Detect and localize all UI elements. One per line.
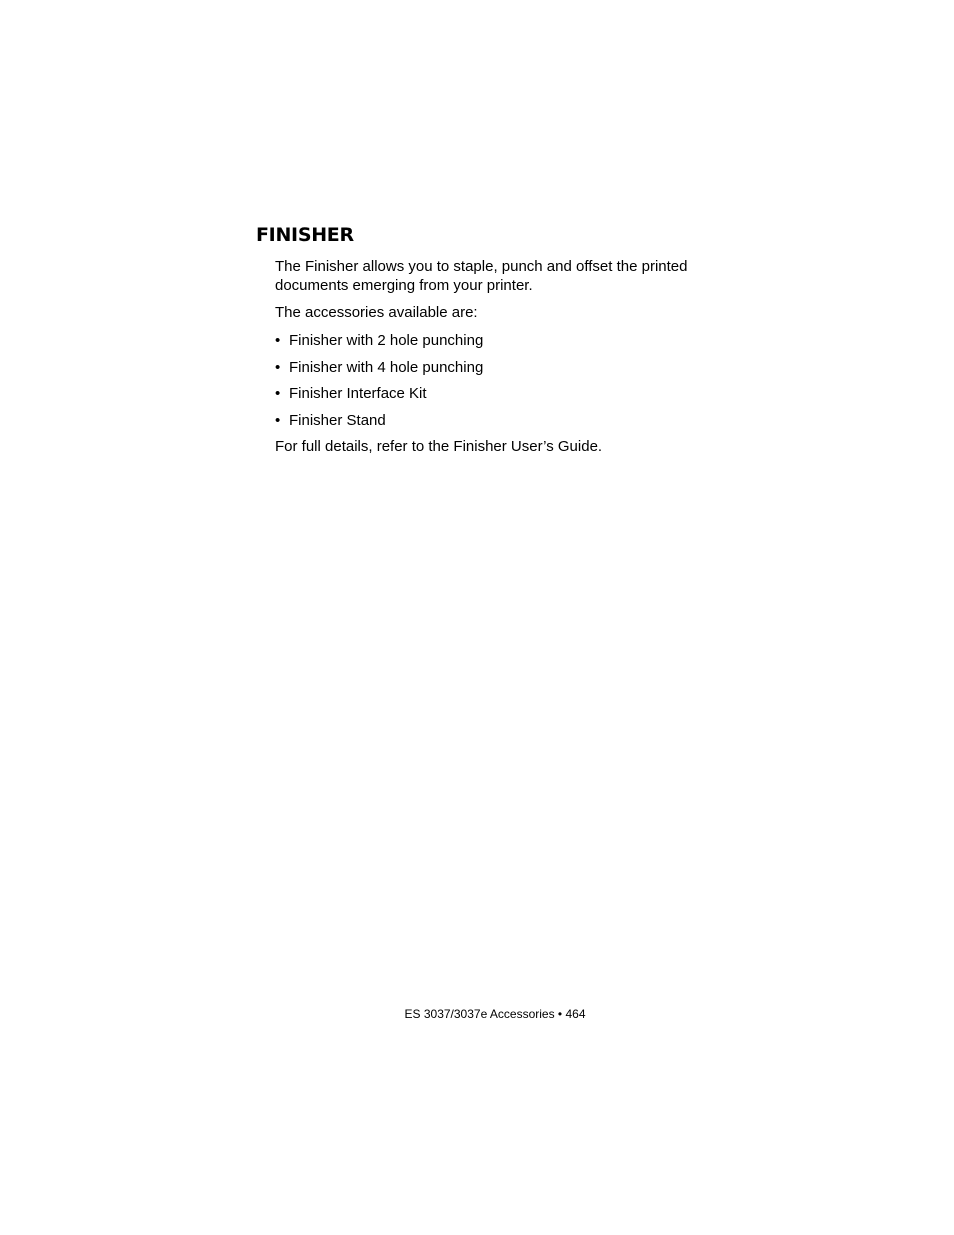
list-item-label: Finisher Stand <box>289 411 386 429</box>
intro-paragraph: The Finisher allows you to staple, punch and offset the printed documents emerging from your printer. <box>275 258 688 294</box>
accessories-intro: The accessories available are: <box>275 304 478 321</box>
list-item <box>275 411 483 438</box>
list-item <box>275 384 483 411</box>
list-item <box>275 358 483 385</box>
list-item-label: Finisher Interface Kit <box>289 385 427 402</box>
page-footer: ES 3037/3037e Accessories • 464 <box>404 1007 586 1021</box>
accessories-list <box>275 331 483 437</box>
list-item <box>275 331 483 358</box>
list-item-label: Finisher with 4 hole punching <box>289 358 484 376</box>
bullet-icon: • <box>275 411 281 429</box>
bullet-icon: • <box>275 358 281 376</box>
bullet-icon: • <box>275 332 281 349</box>
details-paragraph: For full details, refer to the Finisher User’s Guide. <box>275 438 603 455</box>
list-item-label: Finisher with 2 hole punching <box>289 332 484 349</box>
page-title: FINISHER <box>256 224 354 246</box>
bullet-icon: • <box>275 385 281 402</box>
